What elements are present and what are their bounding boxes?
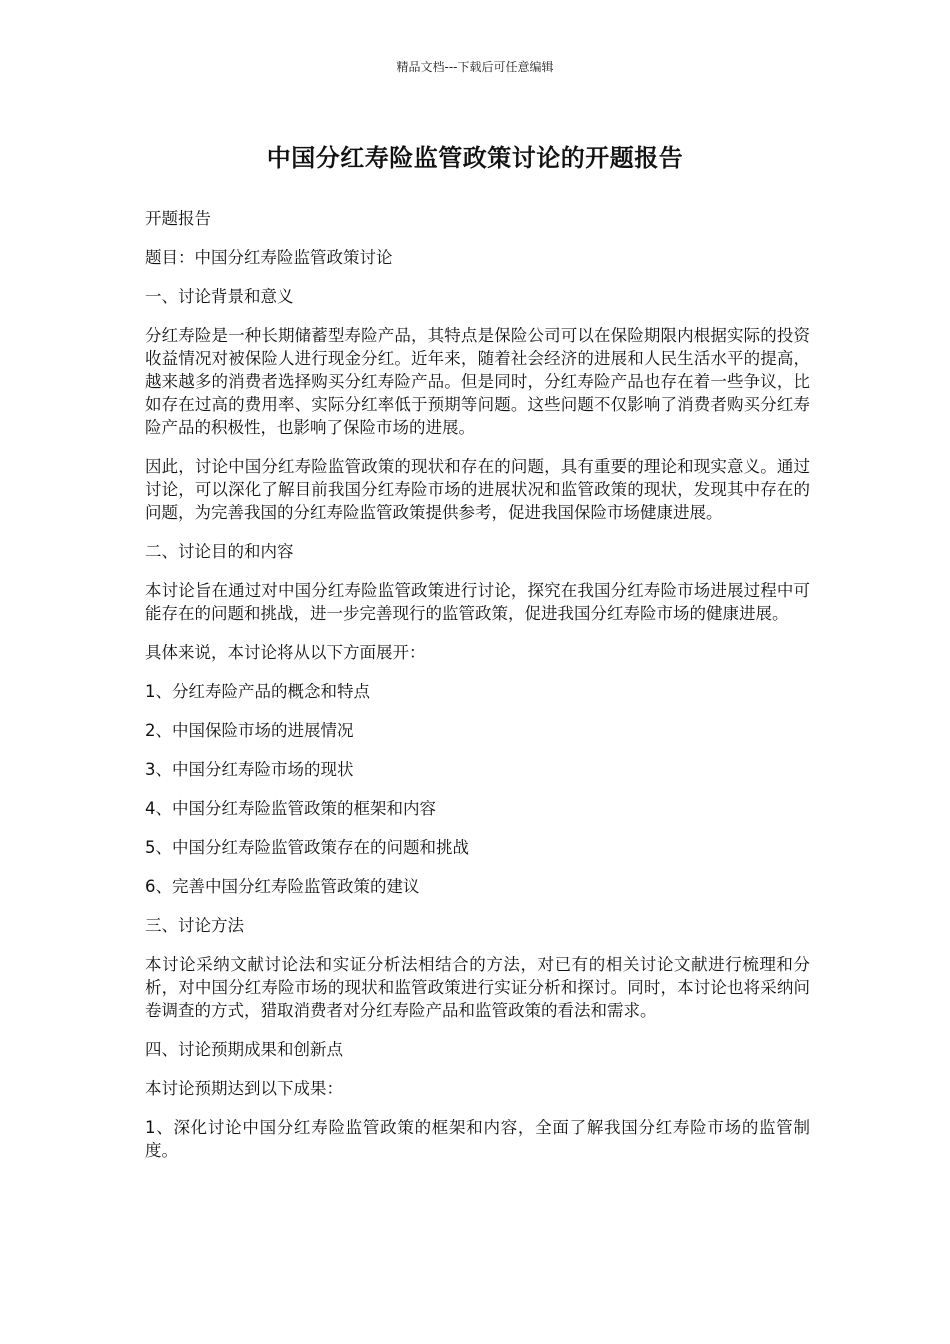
paragraph-report-label: 开题报告 <box>145 209 211 228</box>
paragraph-significance: 因此，讨论中国分红寿险监管政策的现状和存在的问题，具有重要的理论和现实意义。通过讨论，可以深化了解目前我国分红寿险市场的进展状况和监管政策的现状，发现其中存在的问题，为完善我国的分红寿险监管政策提供参考，促进我国保险市场健康进展。 <box>145 457 810 522</box>
paragraph-scope-intro: 具体来说，本讨论将从以下方面展开： <box>145 643 426 662</box>
list-item: 4、中国分红寿险监管政策的框架和内容 <box>145 799 436 818</box>
paragraph-purpose: 本讨论旨在通过对中国分红寿险监管政策进行讨论，探究在我国分红寿险市场进展过程中可能存在的问题和挑战，进一步完善现行的监管政策，促进我国分红寿险市场的健康进展。 <box>145 581 810 623</box>
list-item: 5、中国分红寿险监管政策存在的问题和挑战 <box>145 838 469 857</box>
list-item: 3、中国分红寿险市场的现状 <box>145 760 354 779</box>
list-item: 1、分红寿险产品的概念和特点 <box>145 682 370 701</box>
paragraph-outcome-1: 1、深化讨论中国分红寿险监管政策的框架和内容，全面了解我国分红寿险市场的监管制度。 <box>145 1118 810 1160</box>
paragraph-outcomes-intro: 本讨论预期达到以下成果： <box>145 1079 343 1098</box>
paragraph-topic: 题目：中国分红寿险监管政策讨论 <box>145 248 393 267</box>
page-header: 精品文档---下载后可任意编辑 <box>396 60 554 74</box>
paragraph-method: 本讨论采纳文献讨论法和实证分析法相结合的方法，对已有的相关讨论文献进行梳理和分析，对中国分红寿险市场的现状和监管政策进行实证分析和探讨。同时，本讨论也将采纳问卷调查的方式，猎取消费者对分红寿险产品和监管政策的看法和需求。 <box>145 955 810 1020</box>
section-heading-purpose: 二、讨论目的和内容 <box>145 542 294 561</box>
section-heading-background: 一、讨论背景和意义 <box>145 287 294 306</box>
section-heading-outcomes: 四、讨论预期成果和创新点 <box>145 1040 343 1059</box>
list-item: 6、完善中国分红寿险监管政策的建议 <box>145 877 420 896</box>
document-title: 中国分红寿险监管政策讨论的开题报告 <box>266 144 684 172</box>
paragraph-background: 分红寿险是一种长期储蓄型寿险产品，其特点是保险公司可以在保险期限内根据实际的投资收益情况对被保险人进行现金分红。近年来，随着社会经济的进展和人民生活水平的提高，越来越多的消费者选择购买分红寿险产品。但是同时，分红寿险产品也存在着一些争议，比如存在过高的费用率、实际分红率低于预期等问题。这些问题不仅影响了消费者购买分红寿险产品的积极性，也影响了保险市场的进展。 <box>145 326 810 437</box>
list-item: 2、中国保险市场的进展情况 <box>145 721 354 740</box>
section-heading-method: 三、讨论方法 <box>145 916 244 935</box>
document-body <box>145 207 810 1178</box>
